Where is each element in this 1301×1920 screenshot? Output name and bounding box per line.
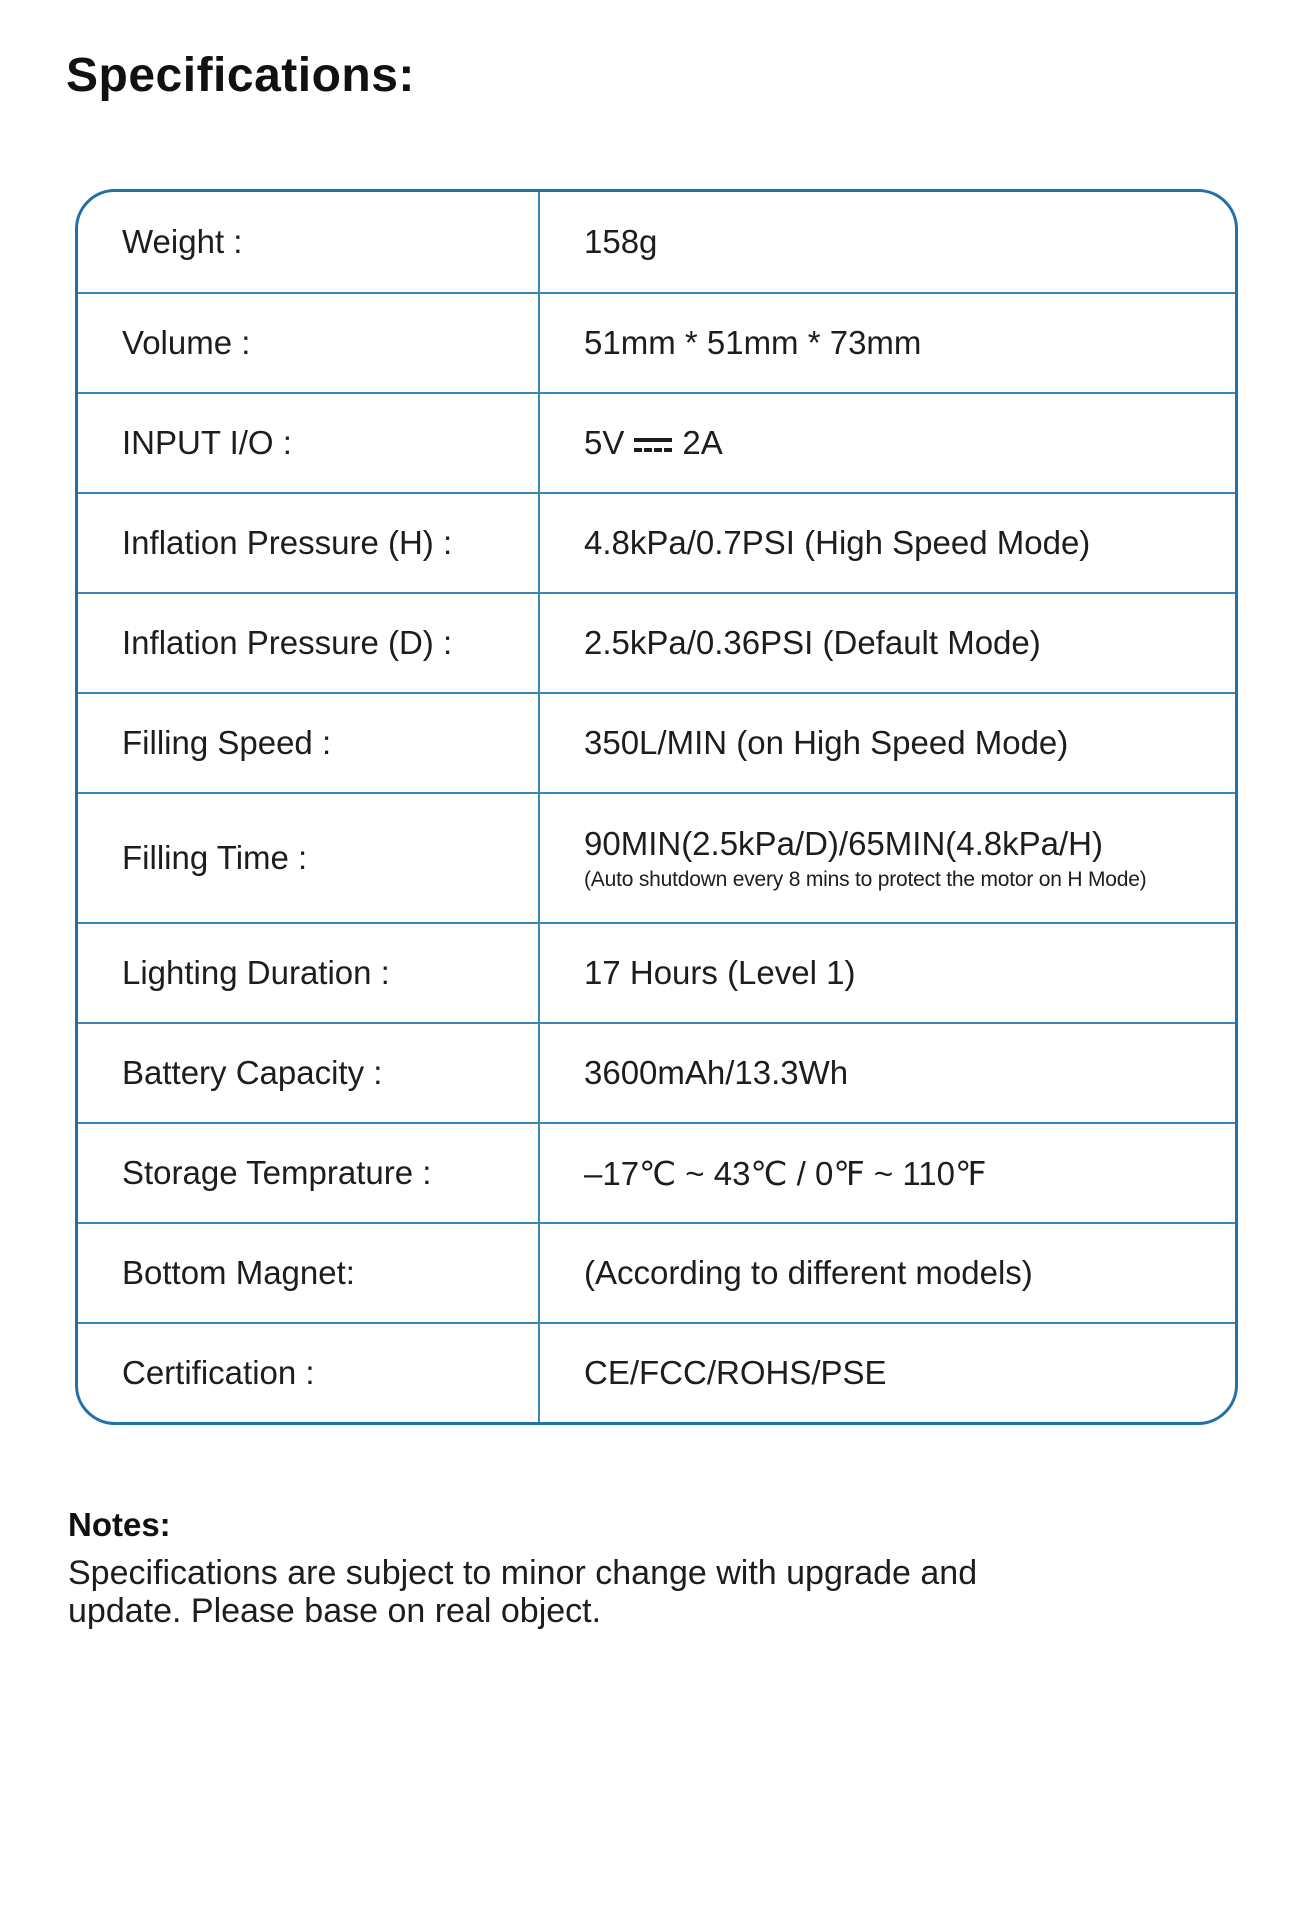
row-value (540, 594, 1235, 692)
table-row (78, 1222, 1235, 1322)
row-value-text: (According to different models) (584, 1254, 1033, 1291)
row-value (540, 1224, 1235, 1322)
row-label: Battery Capacity : (78, 1024, 540, 1122)
notes-line: Specifications are subject to minor change with upgrade and (68, 1554, 978, 1592)
value-prefix: 5V (584, 424, 625, 461)
row-value-text: CE/FCC/ROHS/PSE (584, 1354, 887, 1391)
row-value-text: –17℃ ~ 43℃ / 0℉ ~ 110℉ (584, 1154, 987, 1192)
row-note: (Auto shutdown every 8 mins to protect the motor on H Mode) (584, 867, 1147, 891)
table-row (78, 1322, 1235, 1422)
table-row (78, 492, 1235, 592)
table-row (78, 922, 1235, 1022)
row-label: Inflation Pressure (H) : (78, 494, 540, 592)
row-value (540, 494, 1235, 592)
row-value-text: 2.5kPa/0.36PSI (Default Mode) (584, 624, 1041, 661)
value-suffix: 2A (682, 424, 723, 461)
row-value (540, 1024, 1235, 1122)
row-label: Certification : (78, 1324, 540, 1422)
row-label: Inflation Pressure (D) : (78, 594, 540, 692)
dc-solid-bar (634, 438, 672, 442)
row-value (540, 394, 1235, 492)
table-row (78, 792, 1235, 922)
row-value-text: 158g (584, 223, 658, 260)
notes-line: update. Please base on real object. (68, 1592, 602, 1630)
row-value-text: 51mm * 51mm * 73mm (584, 324, 922, 361)
notes-body (68, 1554, 1238, 1630)
row-value (540, 1124, 1235, 1222)
table-row (78, 392, 1235, 492)
table-row (78, 192, 1235, 292)
dc-dashed-bar (634, 448, 672, 452)
row-value (540, 924, 1235, 1022)
row-label: Lighting Duration : (78, 924, 540, 1022)
notes-section (68, 1506, 1238, 1630)
table-row (78, 1122, 1235, 1222)
row-label: Storage Temprature : (78, 1124, 540, 1222)
page-title: Specifications: (66, 49, 415, 102)
row-value-text: 3600mAh/13.3Wh (584, 1054, 849, 1091)
row-value (540, 694, 1235, 792)
row-value-text: 350L/MIN (on High Speed Mode) (584, 724, 1069, 761)
row-value (540, 794, 1235, 922)
table-row (78, 1022, 1235, 1122)
dc-symbol-icon (634, 438, 672, 452)
row-value-text: 90MIN(2.5kPa/D)/65MIN(4.8kPa/H) (584, 824, 1103, 862)
row-value-text: 4.8kPa/0.7PSI (High Speed Mode) (584, 524, 1091, 561)
notes-title: Notes: (68, 1506, 171, 1543)
row-label: Bottom Magnet: (78, 1224, 540, 1322)
table-row (78, 292, 1235, 392)
row-value (540, 294, 1235, 392)
row-label: Filling Time : (78, 794, 540, 922)
row-value-text: 17 Hours (Level 1) (584, 954, 856, 991)
spec-table (75, 189, 1238, 1425)
row-value-text (584, 424, 1219, 462)
row-value (540, 1324, 1235, 1422)
row-label: Volume : (78, 294, 540, 392)
row-label: Filling Speed : (78, 694, 540, 792)
row-value (540, 192, 1235, 292)
table-row (78, 592, 1235, 692)
row-label: INPUT I/O : (78, 394, 540, 492)
row-label: Weight : (78, 192, 540, 292)
table-row (78, 692, 1235, 792)
